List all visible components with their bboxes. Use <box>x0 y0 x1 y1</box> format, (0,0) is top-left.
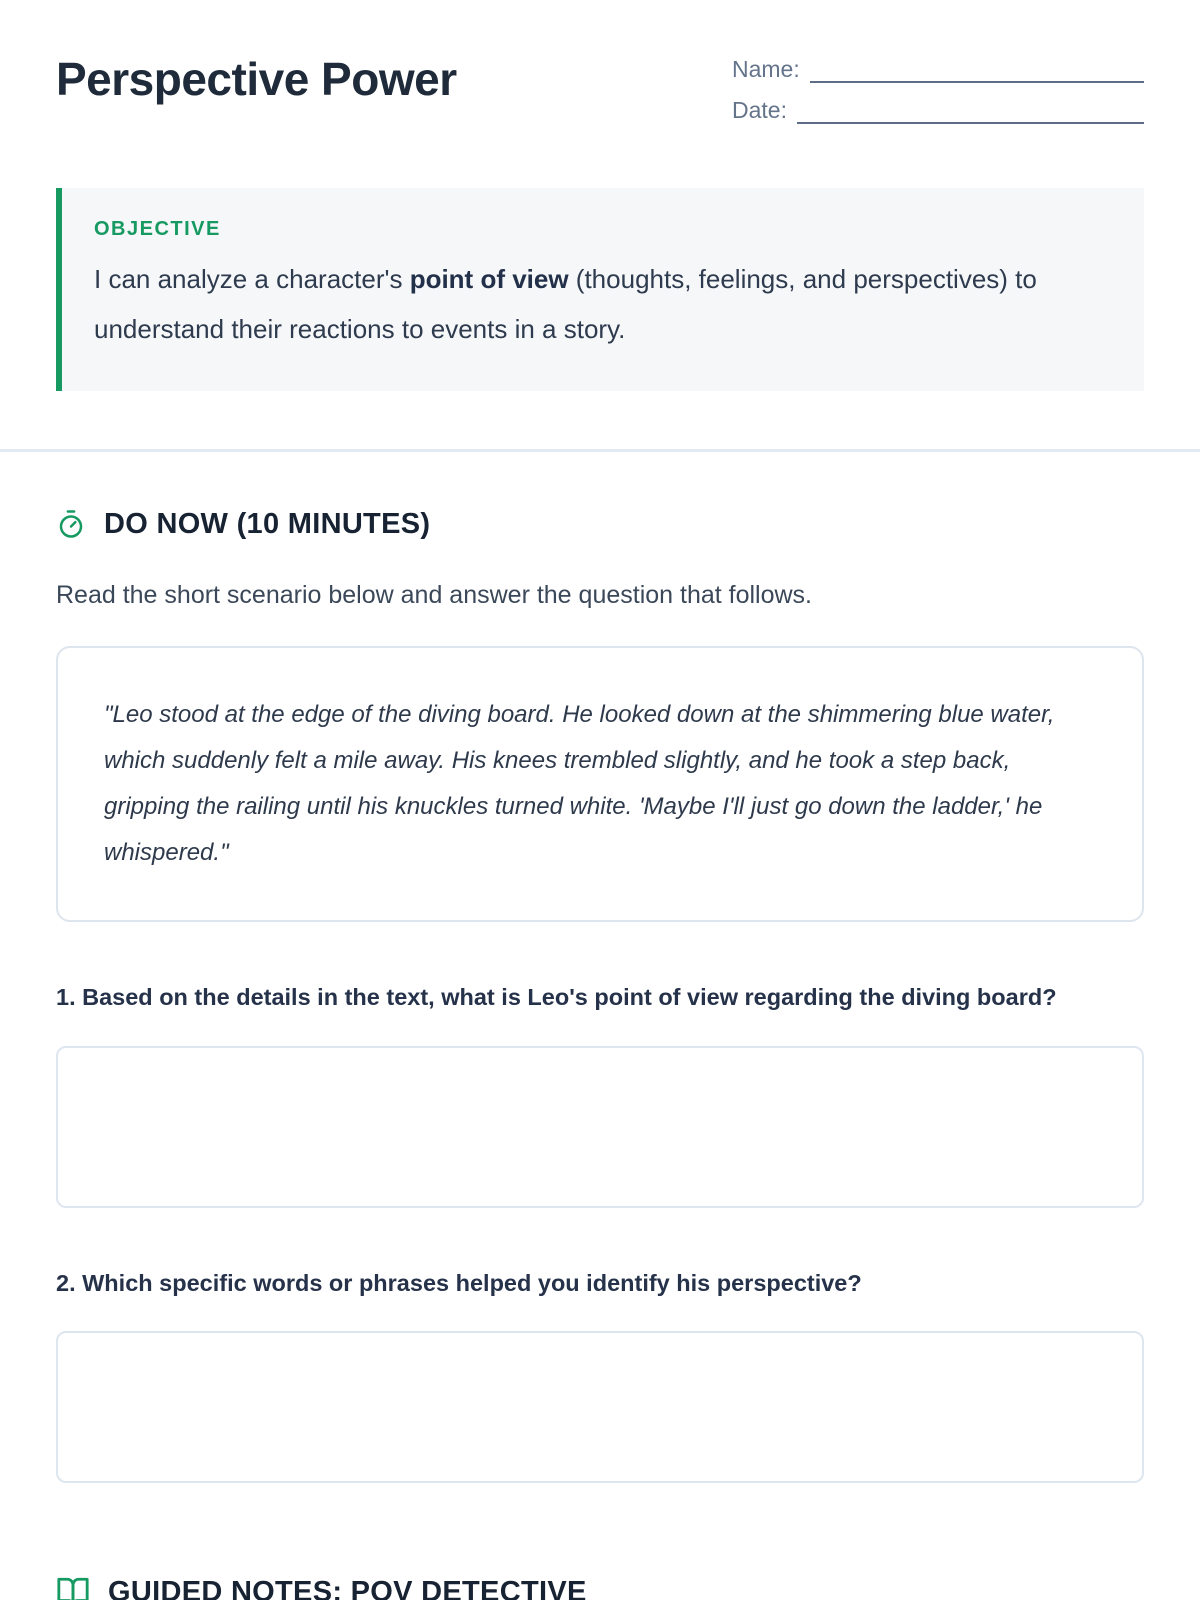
page-title: Perspective Power <box>56 53 457 105</box>
objective-text-bold: point of view <box>409 264 569 294</box>
objective-callout <box>56 188 1144 391</box>
name-date-block <box>732 52 1144 138</box>
header <box>56 0 1144 138</box>
objective-text <box>94 255 1108 355</box>
question-2-label: 2. Which specific words or phrases helped you identify his perspective? <box>56 1269 862 1296</box>
answer-box-1[interactable] <box>56 1046 1144 1208</box>
guided-notes-heading: GUIDED NOTES: POV DETECTIVE <box>108 1575 587 1600</box>
date-label: Date: <box>732 97 787 123</box>
do-now-heading: DO NOW (10 MINUTES) <box>104 507 431 540</box>
name-write-line[interactable] <box>810 59 1144 83</box>
objective-label: OBJECTIVE <box>94 218 221 240</box>
scenario-box <box>56 646 1144 922</box>
section-divider <box>0 449 1200 452</box>
date-write-line[interactable] <box>797 100 1144 124</box>
answer-box-2[interactable] <box>56 1331 1144 1483</box>
scenario-text: "Leo stood at the edge of the diving board. He looked down at the shimmering blue water, which suddenly felt a mile away. His knees trembled slightly, and he took a step back, gripping the railing until his knuckles turned white. 'Maybe I'll just go down the ladder,' he whispered." <box>104 700 1055 867</box>
guided-notes-section-heading <box>56 1575 1144 1600</box>
objective-text-post: (thoughts, feelings, and perspectives) to understand their reactions to events in a story. <box>94 264 1037 344</box>
do-now-section-heading <box>56 508 1144 541</box>
question-1-label: 1. Based on the details in the text, what is Leo's point of view regarding the diving board? <box>56 984 1057 1011</box>
open-book-icon <box>56 1575 90 1600</box>
objective-text-pre: I can analyze a character's <box>94 264 410 294</box>
name-label: Name: <box>732 56 800 82</box>
stopwatch-icon <box>56 509 86 539</box>
date-row <box>732 97 1144 124</box>
do-now-instruction: Read the short scenario below and answer the question that follows. <box>56 580 813 609</box>
name-row <box>732 56 1144 83</box>
